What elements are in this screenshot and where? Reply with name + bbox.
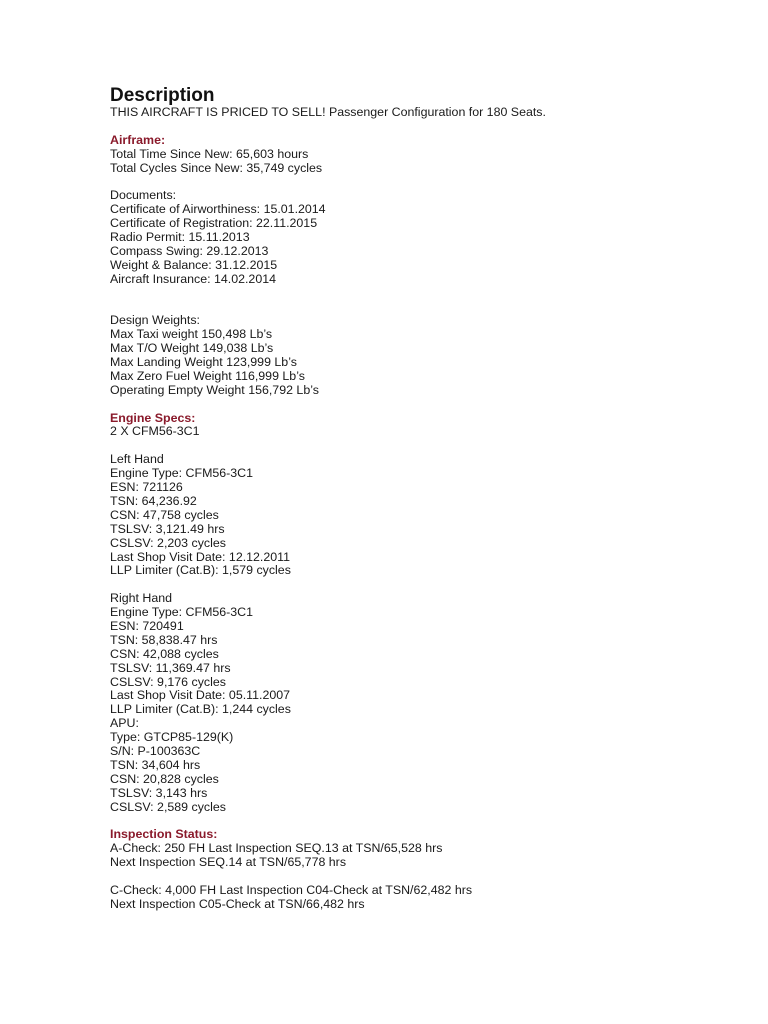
right-engine-line: Last Shop Visit Date: 05.11.2007 [110, 688, 291, 703]
apu-line: CSN: 20,828 cycles [110, 771, 219, 786]
spacer [110, 814, 730, 828]
left-engine-line: CSLSV: 2,203 cycles [110, 535, 226, 550]
document-line: Compass Swing: 29.12.2013 [110, 243, 269, 258]
document-line: Certificate of Airworthiness: 15.01.2014 [110, 202, 326, 217]
apu-line: S/N: P-100363C [110, 743, 201, 758]
airframe-heading: Airframe: [110, 132, 166, 147]
apu-line: TSN: 34,604 hrs [110, 757, 201, 772]
right-engine-line: CSN: 42,088 cycles [110, 646, 219, 661]
left-engine-line: CSN: 47,758 cycles [110, 507, 219, 522]
spacer [110, 287, 730, 301]
document-line: Weight & Balance: 31.12.2015 [110, 257, 278, 272]
spacer [110, 578, 730, 592]
apu-label: APU: [110, 716, 139, 731]
inspection-status-heading: Inspection Status: [110, 827, 218, 842]
apu-line: Type: GTCP85-129(K) [110, 730, 234, 745]
spacer [110, 870, 730, 884]
apu-line: CSLSV: 2,589 cycles [110, 799, 226, 814]
page-title: Description [110, 85, 215, 106]
engine-summary: 2 X CFM56-3C1 [110, 424, 200, 439]
spacer [110, 439, 730, 453]
left-engine-line: TSN: 64,236.92 [110, 493, 197, 508]
apu-line: TSLSV: 3,143 hrs [110, 785, 208, 800]
left-engine-line: TSLSV: 3,121.49 hrs [110, 521, 225, 536]
right-engine-line: Engine Type: CFM56-3C1 [110, 605, 254, 620]
right-engine-line: CSLSV: 9,176 cycles [110, 674, 226, 689]
document-line: Certificate of Registration: 22.11.2015 [110, 216, 318, 231]
spacer [110, 300, 730, 314]
right-engine-line: ESN: 720491 [110, 618, 184, 633]
weight-line: Max Zero Fuel Weight 116,999 Lb’s [110, 368, 305, 383]
right-hand-label: Right Hand [110, 591, 172, 606]
left-engine-line: LLP Limiter (Cat.B): 1,579 cycles [110, 563, 291, 578]
spacer [110, 120, 730, 134]
spacer [110, 398, 730, 412]
airframe-line: Total Time Since New: 65,603 hours [110, 146, 309, 161]
a-check-line: Next Inspection SEQ.14 at TSN/65,778 hrs [110, 855, 347, 870]
c-check-line: C-Check: 4,000 FH Last Inspection C04-Check at TSN/62,482 hrs [110, 882, 473, 897]
left-engine-line: Engine Type: CFM56-3C1 [110, 466, 254, 481]
engine-specs-heading: Engine Specs: [110, 410, 196, 425]
spacer [110, 175, 730, 189]
left-engine-line: ESN: 721126 [110, 480, 183, 495]
weight-line: Max Landing Weight 123,999 Lb’s [110, 355, 297, 370]
right-engine-line: LLP Limiter (Cat.B): 1,244 cycles [110, 702, 291, 717]
weight-line: Max T/O Weight 149,038 Lb’s [110, 341, 274, 356]
document-line: Radio Permit: 15.11.2013 [110, 230, 250, 245]
right-engine-line: TSLSV: 11,369.47 hrs [110, 660, 231, 675]
document-page [110, 86, 730, 912]
documents-label: Documents: [110, 188, 177, 203]
intro-text: THIS AIRCRAFT IS PRICED TO SELL! Passenger Configuration for 180 Seats. [110, 105, 546, 119]
weight-line: Max Taxi weight 150,498 Lb’s [110, 327, 273, 342]
a-check-line: A-Check: 250 FH Last Inspection SEQ.13 at TSN/65,528 hrs [110, 841, 443, 856]
left-engine-line: Last Shop Visit Date: 12.12.2011 [110, 549, 291, 564]
document-line: Aircraft Insurance: 14.02.2014 [110, 271, 276, 286]
weight-line: Operating Empty Weight 156,792 Lb’s [110, 382, 319, 397]
right-engine-line: TSN: 58,838.47 hrs [110, 632, 218, 647]
airframe-line: Total Cycles Since New: 35,749 cycles [110, 160, 323, 175]
left-hand-label: Left Hand [110, 452, 164, 467]
design-weights-label: Design Weights: [110, 313, 200, 328]
c-check-line: Next Inspection C05-Check at TSN/66,482 hrs [110, 896, 365, 911]
